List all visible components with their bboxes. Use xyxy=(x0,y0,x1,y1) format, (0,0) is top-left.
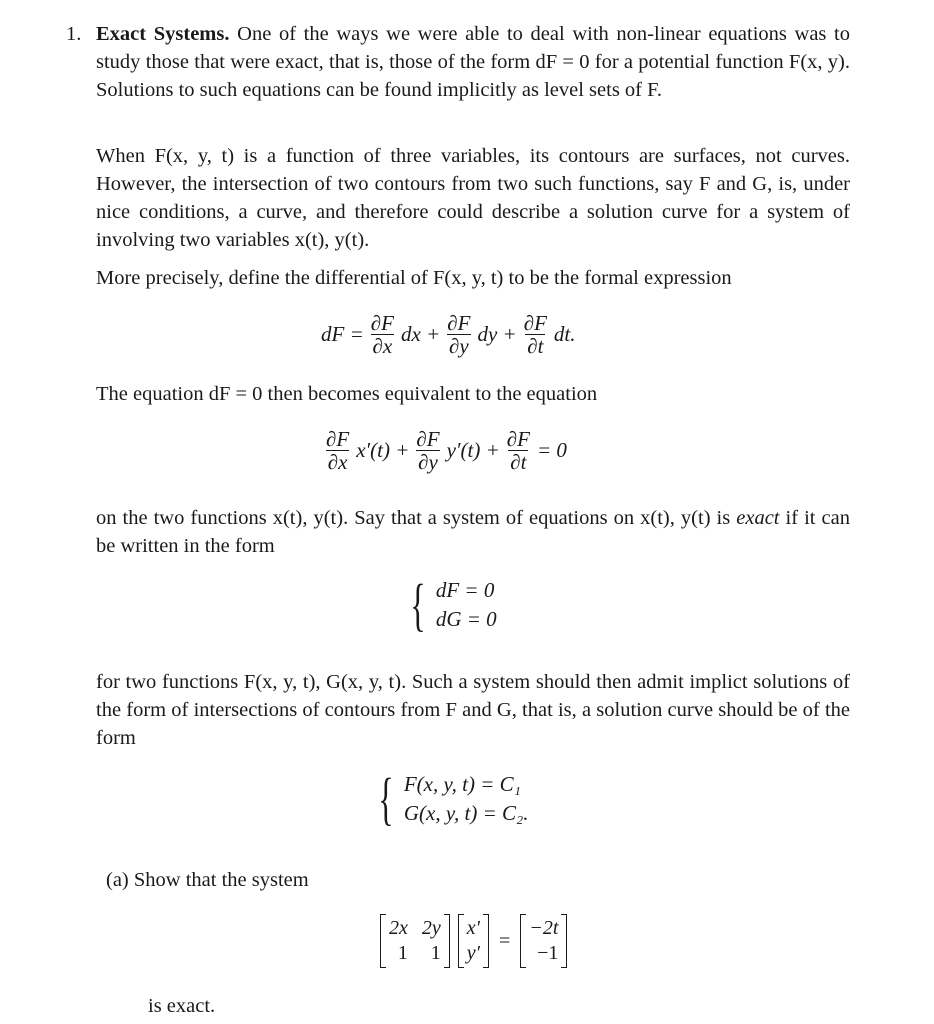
problem-title: Exact Systems. xyxy=(96,23,230,45)
eq1-frac-y xyxy=(445,312,472,357)
eq1-lhs: dF = xyxy=(321,322,364,346)
eq2-term-y-tail: y′(t) + xyxy=(446,438,500,462)
problem-number: 1. xyxy=(66,23,82,45)
exact-emphasis: exact xyxy=(736,507,780,529)
matrix-a-22: 1 xyxy=(430,942,441,964)
eq1-frac-t-den: ∂t xyxy=(527,334,544,358)
vector-x-2: y′ xyxy=(466,942,481,964)
eq2-frac-x xyxy=(324,428,351,473)
para5-text-a: on the two functions x(t), y(t). Say that a system of equations on x(t), y(t) is xyxy=(96,507,737,529)
eq2-frac-t-den: ∂t xyxy=(510,450,527,474)
rhs-vector xyxy=(520,914,567,968)
vector-b-1: −2t xyxy=(529,917,559,939)
unknown-vector xyxy=(458,914,489,968)
eq1-frac-y-den: ∂y xyxy=(448,334,469,358)
eq1-term-x-tail: dx + xyxy=(400,322,441,346)
left-brace-icon-2: { xyxy=(378,766,394,831)
eq2-frac-t-num: ∂F xyxy=(506,427,530,451)
matrix-a-12: 2y xyxy=(421,917,441,939)
eq1-frac-x-den: ∂x xyxy=(372,334,393,358)
part-a-label: (a) Show that the system xyxy=(106,869,309,891)
intro-text: One of the ways we were able to deal with non-linear equations was to study those that were exact, that is, those of the form dF = 0 for a potential function F(x, y). Solutions to such equations can be found implicitly as level sets of F. xyxy=(96,23,851,101)
eq1-frac-t xyxy=(522,312,549,357)
left-brace-icon: { xyxy=(410,572,426,637)
intro-paragraph xyxy=(96,20,850,104)
eq1-term-y-tail: dy + xyxy=(477,322,517,346)
eq1-frac-y-num: ∂F xyxy=(447,311,471,335)
paragraph-exact-definition xyxy=(96,504,850,560)
coefficient-matrix xyxy=(380,914,450,968)
eq1-term-t-tail: dt. xyxy=(553,322,576,346)
eq2-frac-x-num: ∂F xyxy=(326,427,350,451)
vector-x-1: x′ xyxy=(466,917,481,939)
equals-sign: = xyxy=(499,929,511,952)
equation-chain-rule xyxy=(322,428,570,473)
equation-differential xyxy=(318,312,579,357)
system1-row-1: dF = 0 xyxy=(435,578,495,602)
matrix-a-11: 2x xyxy=(389,917,408,939)
paragraph-equivalent: The equation dF = 0 then becomes equivalent to the equation xyxy=(96,383,598,405)
eq2-frac-t xyxy=(505,428,532,473)
para5-text-b: if it can be written in the form xyxy=(96,507,850,557)
eq2-term-x-tail: x′(t) + xyxy=(356,438,410,462)
paragraph-differential: More precisely, define the differential of F(x, y, t) to be the formal expression xyxy=(96,267,732,289)
paragraph-implicit-solutions: for two functions F(x, y, t), G(x, y, t). Such a system should then admit implict solutions of the form of intersections of contours from F and G, that is, a solution curve should be of the form xyxy=(96,671,850,749)
eq2-frac-y-num: ∂F xyxy=(416,427,440,451)
system2-row-2: G(x, y, t) = C₂. xyxy=(403,801,529,825)
matrix-system xyxy=(376,914,571,968)
matrix-a-21: 1 xyxy=(397,942,408,964)
paragraph-contours: When F(x, y, t) is a function of three variables, its contours are surfaces, not curves. However, the intersection of two contours from two such functions, say F and G, is, under nice conditions, a curve, and therefore could describe a solution curve for a system of involving two variables x(t), y(t). xyxy=(96,145,850,251)
eq2-frac-x-den: ∂x xyxy=(327,450,348,474)
eq2-frac-y xyxy=(414,428,441,473)
system2-row-1: F(x, y, t) = C₁ xyxy=(403,772,521,796)
part-a-closing: is exact. xyxy=(148,995,216,1017)
eq2-term-t-tail: = 0 xyxy=(536,438,567,462)
system-differentials xyxy=(404,572,497,637)
vector-b-2: −1 xyxy=(537,942,559,964)
eq2-frac-y-den: ∂y xyxy=(418,450,438,474)
system1-row-2: dG = 0 xyxy=(435,607,497,631)
system-level-sets xyxy=(372,766,529,831)
eq1-frac-x-num: ∂F xyxy=(370,311,394,335)
eq1-frac-x xyxy=(369,312,396,357)
eq1-frac-t-num: ∂F xyxy=(523,311,547,335)
